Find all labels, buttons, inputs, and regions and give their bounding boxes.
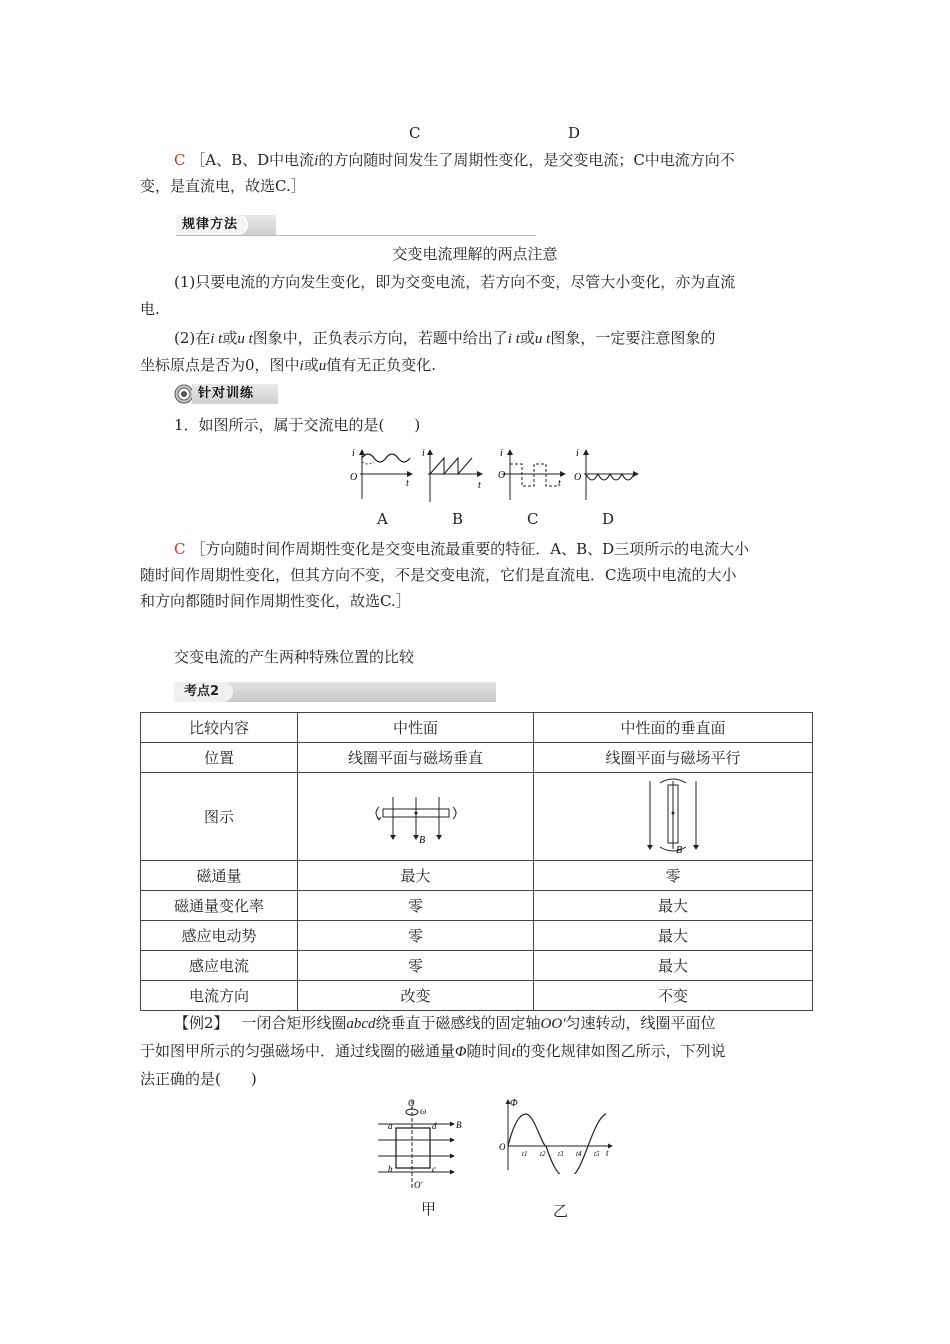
table-cell: 不变 (534, 981, 813, 1011)
var-phi: Φ (455, 1044, 467, 1060)
text: 值有无正负变化. (326, 356, 437, 374)
table-header-cell: 中性面 (298, 713, 534, 743)
answer-text: ［方向随时间作周期性变化是交变电流最重要的特征．A、B、D三项所示的电流大小 (190, 540, 750, 558)
label-t: t (606, 1148, 609, 1158)
answer-letter: C (174, 151, 186, 169)
section-title: 交变电流的产生两种特殊位置的比较 (174, 648, 415, 666)
table-cell: 最大 (534, 951, 813, 981)
label-t5: t5 (594, 1150, 600, 1158)
text: 或 (303, 356, 319, 374)
example-2-cont (140, 1040, 726, 1063)
table-cell: 感应电流 (141, 951, 298, 981)
label-t4: t4 (576, 1150, 582, 1158)
axis-o: O (350, 472, 358, 483)
label-o-prime: O′ (414, 1180, 423, 1190)
table-cell: 磁通量变化率 (141, 891, 298, 921)
table-cell: 零 (534, 861, 813, 891)
q1-graphs (340, 444, 640, 504)
table-header-cell: 比较内容 (141, 713, 298, 743)
axis-i: i (352, 448, 355, 459)
table-cell: 磁通量 (141, 861, 298, 891)
answer-explanation-1-cont: 变，是直流电，故选C.］ (140, 177, 306, 195)
question-1: 1．如图所示，属于交流电的是( ) (174, 416, 421, 434)
table-cell: 线圈平面与磁场平行 (534, 743, 813, 773)
var-it: i t (507, 331, 520, 347)
label-b: b (388, 1164, 393, 1174)
text: 一闭合矩形线圈 (241, 1014, 347, 1032)
table-row (141, 891, 813, 921)
label-phi: Φ (510, 1098, 518, 1109)
coil-perpendicular-diagram (371, 785, 461, 845)
answer-text: 的方向随时间发生了周期性变化，是交变电流；C中电流方向不 (318, 151, 735, 169)
svg-text:O: O (574, 472, 582, 483)
example-tag: 【例2】 (174, 1014, 229, 1032)
svg-text:i: i (500, 448, 503, 459)
q1-option-c: C (527, 510, 539, 528)
q1-option-d: D (602, 510, 615, 528)
var-abcd: abcd (346, 1016, 376, 1032)
text: 的变化规律如图乙所示，下列说 (515, 1042, 726, 1060)
text: 绕垂直于磁感线的固定轴 (375, 1014, 541, 1032)
var-u: u (318, 358, 327, 374)
table-cell: 最大 (534, 921, 813, 951)
table-row (141, 773, 813, 861)
figure-yi (496, 1094, 616, 1174)
var-it: i t (210, 331, 223, 347)
practice-banner-label: 针对训练 (198, 386, 255, 401)
table-cell: 线圈平面与磁场垂直 (298, 743, 534, 773)
label-omega: ω (420, 1106, 427, 1116)
label-o: O (499, 1142, 506, 1152)
table-row (141, 743, 813, 773)
label-t1: t1 (522, 1150, 528, 1158)
text: 或 (222, 329, 238, 347)
table-cell: 图示 (141, 773, 298, 861)
text: 于如图甲所示的匀强磁场中．通过线圈的磁通量 (140, 1042, 456, 1060)
text: 坐标原点是否为0，图中 (140, 356, 300, 374)
axis-t: t (406, 478, 409, 489)
text: 随时间 (466, 1042, 512, 1060)
answer-explanation-2-cont2: 和方向都随时间作周期性变化，故选C.］ (140, 592, 411, 610)
method-banner (176, 215, 536, 236)
table-cell: 最大 (298, 861, 534, 891)
table-cell: 最大 (534, 891, 813, 921)
coil-parallel-diagram (638, 775, 708, 855)
point-banner-label: 考点2 (174, 682, 233, 702)
label-d: d (432, 1121, 437, 1131)
field-label-b: B (676, 844, 683, 855)
svg-text:i: i (576, 448, 579, 459)
answer-explanation-1 (174, 149, 735, 172)
table-header (141, 713, 813, 743)
perpendicular-plane-figure (534, 773, 813, 861)
text: 图象，一定要注意图象的 (550, 329, 716, 347)
table-row (141, 951, 813, 981)
var-ut: u t (534, 331, 551, 347)
method-point-1-cont: 电. (140, 300, 160, 318)
q1-option-b: B (452, 510, 464, 528)
table-row (141, 861, 813, 891)
table-cell: 感应电动势 (141, 921, 298, 951)
option-label-d: D (568, 124, 581, 142)
graph-d (574, 448, 638, 500)
table-row (141, 981, 813, 1011)
graph-b (422, 448, 482, 502)
text: 或 (519, 329, 535, 347)
table-cell: 零 (298, 891, 534, 921)
comparison-table (140, 712, 813, 1011)
var-oo: OO′ (540, 1016, 566, 1032)
option-label-c: C (409, 124, 421, 142)
method-point-1: (1)只要电流的方向发生变化，即为交变电流，若方向不变，尽管大小变化，亦为直流 (174, 273, 736, 291)
label-c: c (432, 1164, 436, 1174)
method-point-2 (174, 327, 715, 350)
svg-text:i: i (422, 448, 425, 459)
field-label-b: B (418, 834, 425, 845)
answer-letter: C (174, 540, 186, 558)
label-t3: t3 (558, 1150, 564, 1158)
svg-text:O: O (498, 470, 506, 481)
method-banner-label: 规律方法 (176, 215, 248, 235)
neutral-plane-figure (298, 773, 534, 861)
answer-explanation-2-cont: 随时间作周期性变化，但其方向不变，不是交变电流，它们是直流电．C选项中电流的大小 (140, 566, 737, 584)
example-2 (174, 1012, 716, 1035)
q1-option-a: A (377, 510, 388, 528)
var-t: t (511, 1044, 516, 1060)
text: (2)在 (174, 329, 211, 347)
example-2-cont2: 法正确的是( ) (140, 1070, 257, 1088)
caption-jia: 甲 (421, 1200, 437, 1218)
label-a: a (388, 1121, 393, 1131)
var-i: i (299, 358, 304, 374)
table-cell: 电流方向 (141, 981, 298, 1011)
answer-explanation-2 (174, 538, 749, 560)
table-cell: 零 (298, 921, 534, 951)
table-cell: 零 (298, 951, 534, 981)
point-banner (174, 682, 496, 702)
label-t2: t2 (540, 1150, 546, 1158)
target-icon (174, 384, 194, 404)
caption-yi: 乙 (553, 1202, 569, 1220)
svg-text:t: t (558, 478, 561, 489)
text: 图象中，正负表示方向，若题中给出了 (252, 329, 508, 347)
table-cell: 改变 (298, 981, 534, 1011)
figure-jia (372, 1098, 468, 1194)
answer-text: ［A、B、D中电流 (190, 151, 315, 169)
var-ut: u t (237, 331, 253, 347)
text: 匀速转动，线圈平面位 (565, 1014, 716, 1032)
method-point-2-cont (140, 354, 436, 377)
table-cell: 位置 (141, 743, 298, 773)
method-title: 交变电流理解的两点注意 (392, 245, 558, 263)
table-row (141, 921, 813, 951)
var-i: i (314, 153, 319, 169)
graph-a (350, 448, 412, 499)
table-header-cell: 中性面的垂直面 (534, 713, 813, 743)
label-b-field: B (456, 1120, 462, 1130)
label-o: O (408, 1098, 415, 1108)
svg-text:t: t (478, 480, 481, 491)
practice-banner (174, 384, 278, 404)
graph-c (498, 448, 565, 500)
